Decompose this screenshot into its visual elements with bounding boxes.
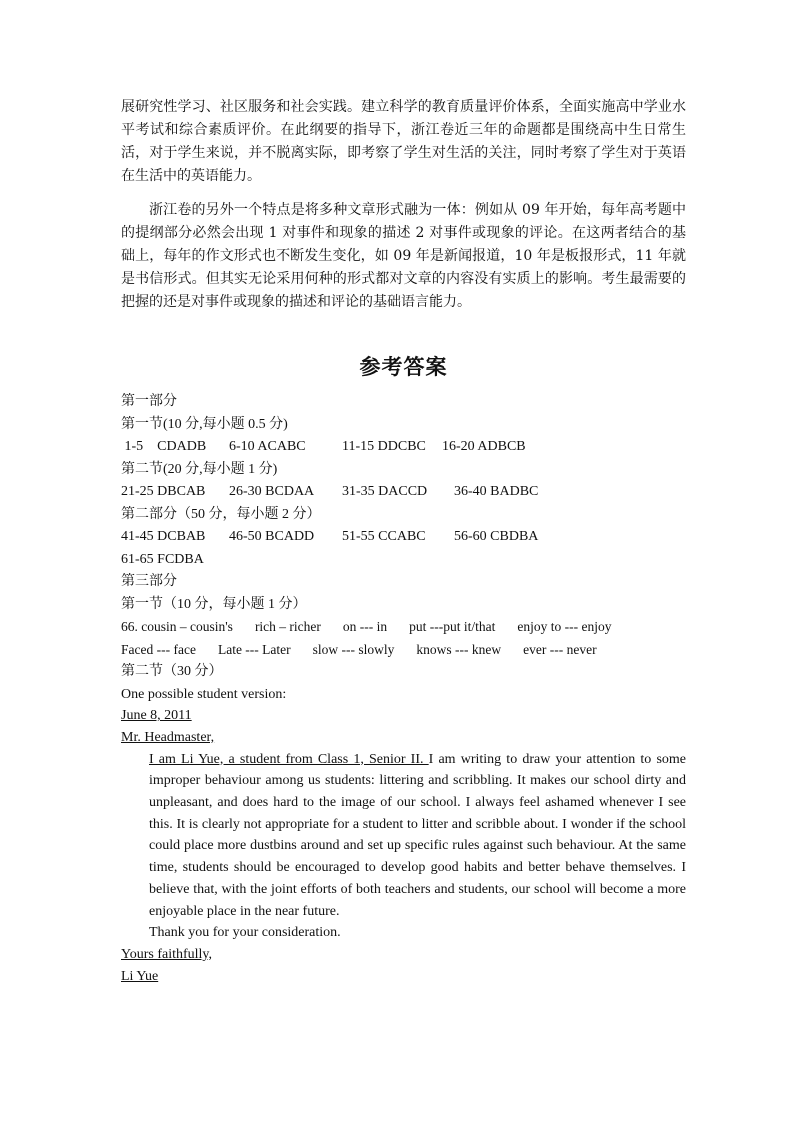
answer-cell: 41-45 DCBAB	[121, 529, 206, 544]
part1-heading: 第一部分	[121, 394, 177, 409]
correction-item: Late --- Later	[217, 641, 291, 657]
letter-date: June 8, 2011	[121, 708, 192, 724]
correction-item: ever --- never	[523, 641, 597, 657]
letter-signature: Li Yue	[121, 968, 159, 984]
answer-cell: 46-50 BCADD	[229, 529, 315, 544]
section1-heading: 第一节(10 分,每小题 0.5 分)	[121, 416, 288, 432]
correction-item: slow --- slowly	[312, 641, 395, 657]
correction-item: Faced --- face	[121, 641, 196, 657]
correction-row-2	[121, 639, 686, 662]
part2-heading: 第二部分（50 分，每小题 2 分）	[121, 506, 321, 522]
section2-heading: 第二节(20 分,每小题 1 分)	[121, 461, 278, 477]
part3-heading: 第三部分	[121, 574, 177, 589]
letter-thanks: Thank you for your consideration.	[149, 925, 341, 941]
answer-cell: 1-5 CDADB	[121, 439, 207, 454]
answer-cell: 16-20 ADBCB	[442, 439, 526, 454]
correction-item: knows --- knew	[416, 641, 502, 657]
answer-cell: 26-30 BCDAA	[229, 484, 315, 499]
section3-heading: 第一节（10 分，每小题 1 分）	[121, 596, 307, 612]
answer-key	[121, 391, 686, 684]
correction-item: 66. cousin – cousin's	[121, 619, 233, 634]
correction-item: enjoy to --- enjoy	[517, 619, 612, 634]
letter-salutation: Mr. Headmaster,	[121, 729, 215, 745]
section4-heading: 第二节（30 分）	[121, 664, 223, 679]
letter-body	[121, 749, 686, 923]
intro-paragraph-1: 展研究性学习、社区服务和社会实践。建立科学的教育质量评价体系，全面实施高中学业水平考试和综合素质评价。在此纲要的指导下，浙江卷近三年的命题都是围绕高中生日常生活，对于学生来说，并不脱离实际，即考察了学生对生活的关注，同时考察了学生对于英语在生活中的英语能力。	[121, 99, 686, 184]
letter-closing: Yours faithfully,	[121, 946, 213, 962]
answer-cell: 21-25 DBCAB	[121, 484, 206, 499]
answer-cell: 56-60 CBDBA	[454, 529, 539, 544]
letter-body-text: I am writing to draw your attention to some improper behaviour among us students: littering and scribbling. It makes our school dirty and unpleasant, and does hard to the image of our school. I always feel ashamed whenever I see this. It is clearly not appropriate for a student to litter and scribble about. I wonder if the school could place more dustbins around and set up specific rules against such behaviour. At the same time, students should be encouraged to develop good habits and better behave themselves. I believe that, with the joint efforts of both teachers and students, our school will become a more enjoyable place in the near future.	[149, 751, 686, 919]
intro-paragraph-2: 浙江卷的另外一个特点是将多种文章形式融为一体：例如从 09 年开始，每年高考题中的提纲部分必然会出现 1 对事件和现象的描述 2 对事件或现象的评论。在这两者结合的基础上，每年的作文形式也不断发生变化，如 09 年是新闻报道，10 年是板报形式，11 年就是书信形式。但其实无论采用何种的形式都对文章的内容没有实质上的影响。考生最需要的把握的还是对事件或现象的描述和评论的基础语言能力。	[121, 202, 686, 310]
answer-row-2	[121, 481, 686, 504]
correction-item: put ---put it/that	[409, 619, 496, 634]
page-title: 参考答案	[359, 354, 448, 379]
answer-cell: 36-40 BADBC	[454, 484, 539, 499]
answer-cell: 6-10 ACABC	[229, 439, 306, 454]
sample-letter	[121, 684, 686, 988]
answer-cell: 51-55 CCABC	[342, 529, 426, 544]
letter-body-underlined: I am Li Yue, a student from Class 1, Senior II.	[149, 751, 429, 767]
document-page	[121, 96, 686, 987]
correction-item: on --- in	[342, 619, 388, 634]
correction-row-1	[121, 616, 686, 639]
answer-row-1	[121, 436, 686, 459]
answer-cell: 11-15 DDCBC	[342, 439, 426, 454]
letter-intro: One possible student version:	[121, 686, 287, 702]
answer-row-4: 61-65 FCDBA	[121, 551, 204, 567]
answer-row-3	[121, 526, 686, 549]
correction-item: rich – richer	[254, 619, 321, 634]
answer-cell: 31-35 DACCD	[342, 484, 428, 499]
